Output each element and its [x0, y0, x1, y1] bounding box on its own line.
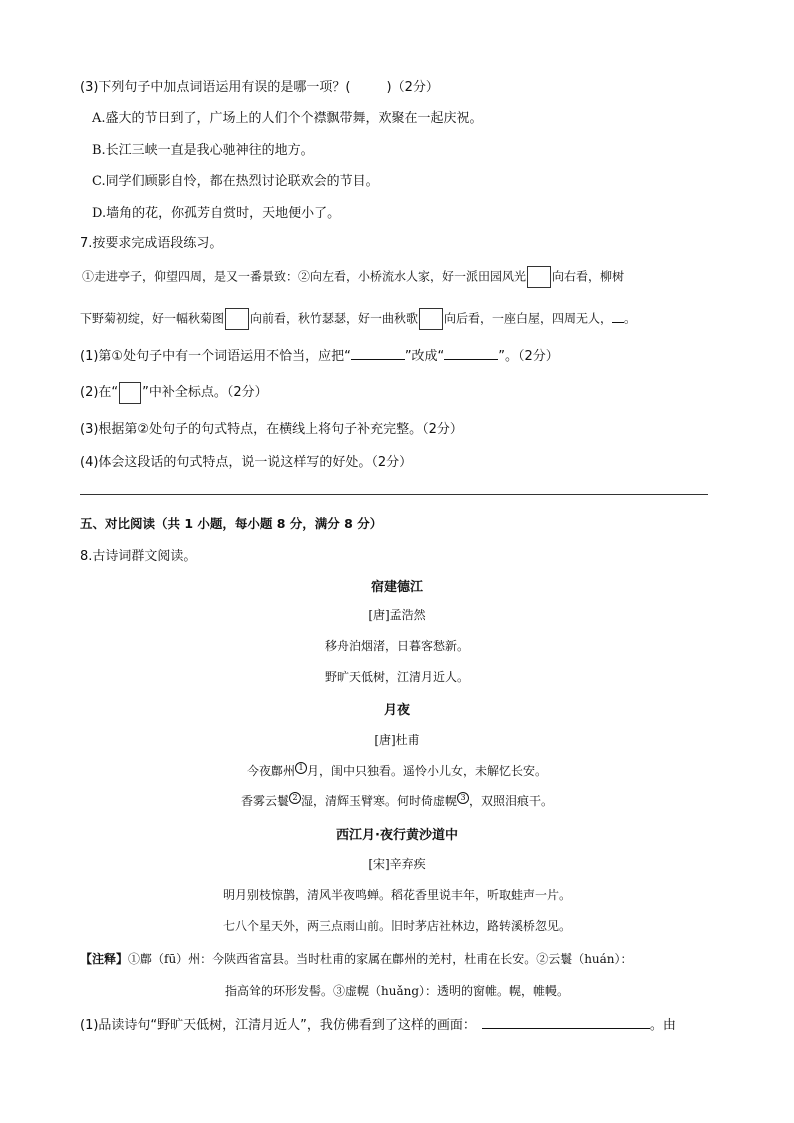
- q7-sub4: (4)体会这段话的句式特点，说一说这样写的好处。（2分）: [80, 455, 413, 470]
- q3-option-c: C.同学们顾影自怜，都在热烈讨论联欢会的节目。: [92, 174, 379, 189]
- note-marker-1: 1: [295, 762, 307, 774]
- sub1-blank-1[interactable]: [351, 359, 405, 360]
- poem3-author: [宋]辛弃疾: [368, 857, 426, 871]
- q8-sub1: (1)品读诗句“野旷天低树，江清月近人”，我仿佛看到了这样的画面： 。由: [80, 1018, 676, 1033]
- section5-heading: 五、对比阅读（共 1 小题，每小题 8 分，满分 8 分）: [80, 516, 383, 531]
- q7-sub1: (1)第①处句子中有一个词语运用不恰当，应把“ ”改成“ ”。（2分）: [80, 349, 559, 364]
- q7-title: 7.按要求完成语段练习。: [80, 236, 223, 251]
- q7-sub2: (2)在“ ”中补全标点。（2分）: [80, 381, 268, 404]
- poem1-line2: 野旷天低树，江清月近人。: [324, 670, 469, 684]
- q7-passage-line2: 下野菊初绽，好一幅秋菊图 向前看，秋竹瑟瑟，好一曲秋歌 向后看，一座白屋，四周无人， 。: [80, 308, 636, 330]
- poem3-title: 西江月·夜行黄沙道中: [336, 828, 458, 843]
- poem1-line1: 移舟泊烟渚，日暮客愁新。: [324, 639, 469, 653]
- q8-sub1-blank[interactable]: [482, 1028, 650, 1029]
- poem1-author: [唐]孟浩然: [368, 608, 426, 622]
- q3-stem: (3)下列句子中加点词语运用有误的是哪一项？( )（2分）: [80, 80, 439, 95]
- punctuation-box-ref[interactable]: [119, 382, 141, 404]
- poem2-author: [唐]杜甫: [374, 733, 420, 747]
- section-divider: [80, 494, 708, 495]
- note-marker-2: 2: [289, 792, 301, 804]
- q3-option-d: D.墙角的花，你孤芳自赏时，天地便小了。: [92, 206, 341, 221]
- poem3-line1: 明月别枝惊鹊，清风半夜鸣蝉。稻花香里说丰年，听取蛙声一片。: [222, 888, 571, 902]
- punctuation-box-3[interactable]: [419, 308, 443, 330]
- completion-blank[interactable]: [612, 322, 624, 323]
- poem2-title: 月夜: [383, 703, 410, 718]
- q3-option-b: B.长江三峡一直是我心驰神往的地方。: [92, 143, 314, 158]
- sub1-blank-2[interactable]: [444, 359, 498, 360]
- punctuation-box-2[interactable]: [225, 308, 249, 330]
- poem2-line2: 香雾云鬟 2 湿，清辉玉臂寒。何时倚虚幌 3 ，双照泪痕干。: [240, 793, 554, 808]
- notes-line2: 指高耸的环形发髻。③虚幌（huǎng）：透明的窗帷。幌，帷幔。: [224, 984, 570, 998]
- q7-sub3: (3)根据第②处句子的句式特点，在横线上将句子补充完整。（2分）: [80, 422, 463, 437]
- poem1-title: 宿建德江: [370, 580, 423, 595]
- q8-title: 8.古诗词群文阅读。: [80, 549, 197, 564]
- punctuation-box-1[interactable]: [527, 266, 551, 288]
- q3-option-a: A.盛大的节日到了，广场上的人们个个襟飘带舞，欢聚在一起庆祝。: [92, 111, 483, 126]
- q7-passage-line1: ①走进亭子，仰望四周，是又一番景致：②向左看，小桥流水人家，好一派田园风光 向右看，柳树: [82, 266, 624, 288]
- poem3-line2: 七八个星天外，两三点雨山前。旧时茅店社林边，路转溪桥忽见。: [222, 919, 571, 933]
- note-marker-3: 3: [457, 792, 469, 804]
- notes-line1: 【注释】①鄜（fū）州：今陕西省富县。当时杜甫的家属在鄜州的羌村，杜甫在长安。②云鬟（huán）：: [80, 952, 633, 966]
- poem2-line1: 今夜鄜州 1 月，闺中只独看。遥怜小儿女，未解忆长安。: [246, 763, 548, 778]
- notes-label: 【注释】: [80, 952, 129, 966]
